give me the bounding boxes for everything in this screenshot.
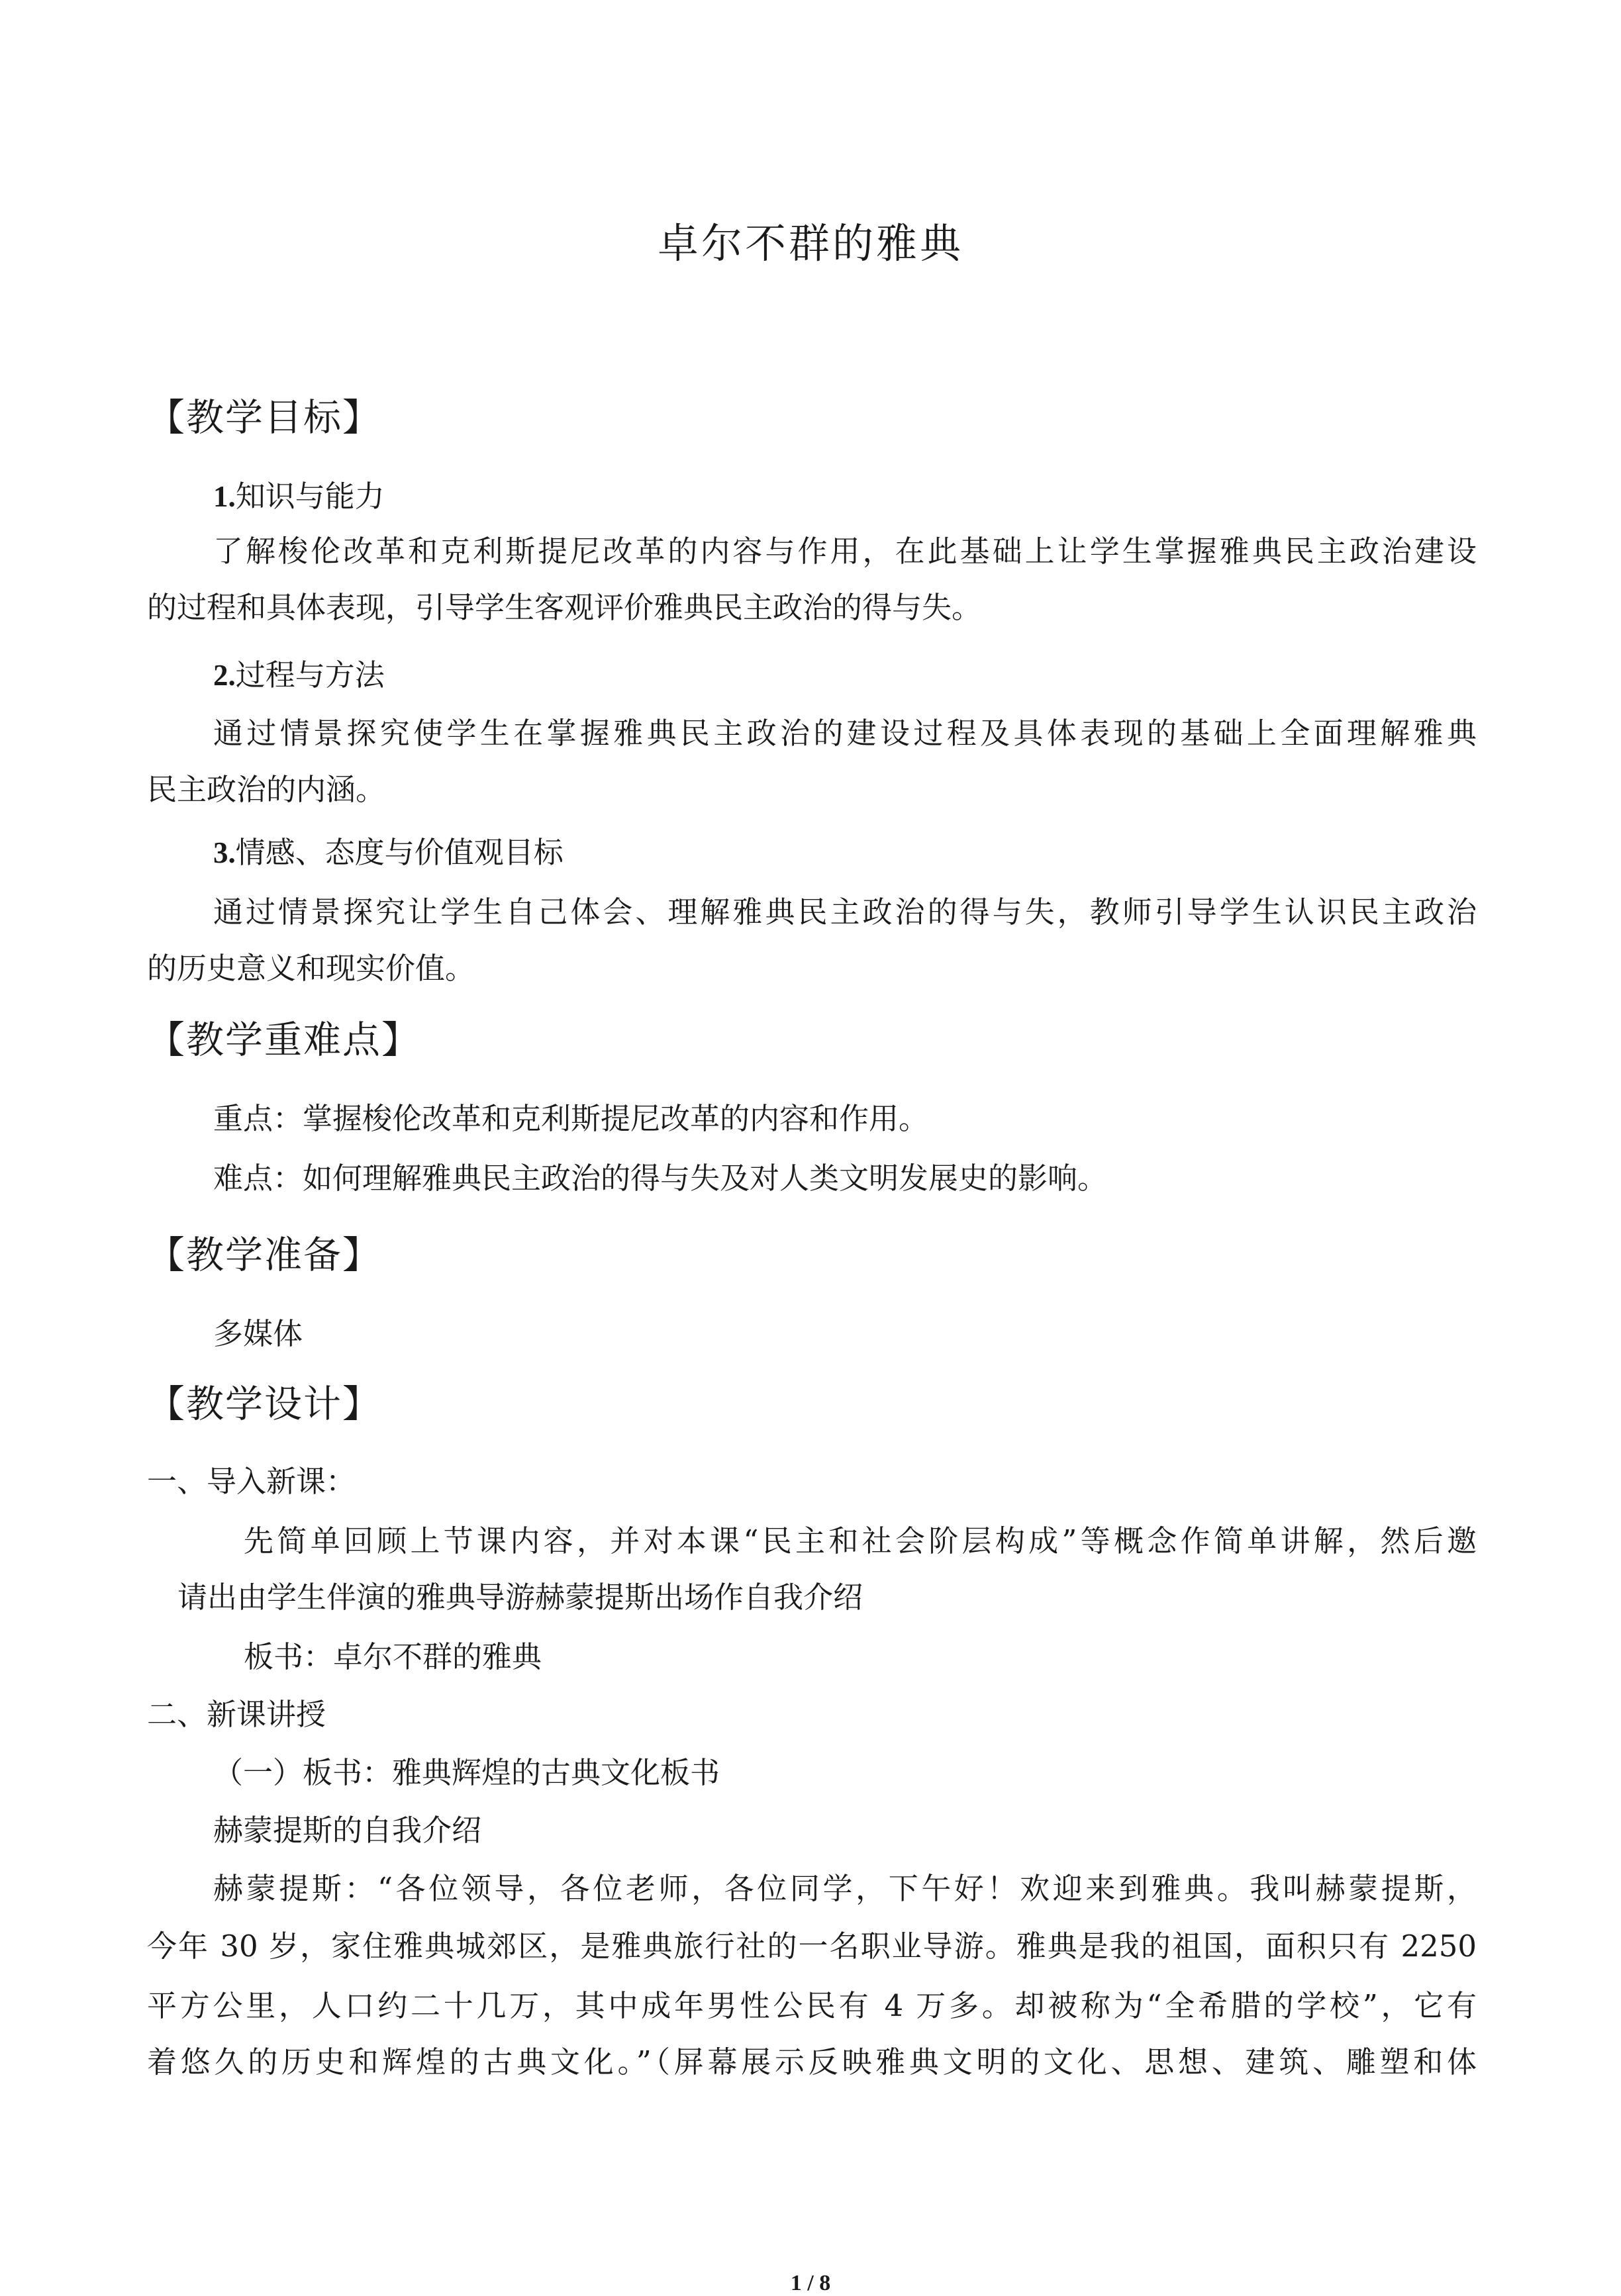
objective-1-number: 1. <box>213 480 236 513</box>
objective-2-title <box>213 655 385 695</box>
heading-preparation: 【教学准备】 <box>147 1233 381 1277</box>
objective-1-title <box>213 477 385 516</box>
preparation-text: 多媒体 <box>213 1316 303 1351</box>
heading-keypoints: 【教学重难点】 <box>147 1018 420 1062</box>
speech-line-3: 平方公里，人口约二十几万，其中成年男性公民有 4 万多。却被称为“全希腊的学校”，它有 <box>147 1988 1477 2023</box>
objective-2-number: 2. <box>213 659 236 692</box>
difficult-point: 难点：如何理解雅典民主政治的得与失及对人类文明发展史的影响。 <box>213 1161 1108 1196</box>
document-title: 卓尔不群的雅典 <box>657 219 963 267</box>
part1-text-line-1: 先简单回顾上节课内容，并对本课“民主和社会阶层构成”等概念作简单讲解，然后邀 <box>244 1523 1477 1558</box>
key-point: 重点：掌握梭伦改革和克利斯提尼改革的内容和作用。 <box>213 1101 929 1136</box>
objective-3-text-line-1: 通过情景探究让学生自己体会、理解雅典民主政治的得与失，教师引导学生认识民主政治 <box>213 894 1477 930</box>
objective-3-text-line-2: 的历史意义和现实价值。 <box>147 951 475 986</box>
objective-2-label: 过程与方法 <box>235 657 385 693</box>
objective-1-label: 知识与能力 <box>235 479 385 514</box>
objective-3-label: 情感、态度与价值观目标 <box>235 835 564 870</box>
objective-2-text-line-2: 民主政治的内涵。 <box>147 772 386 807</box>
part2-title: 二、新课讲授 <box>147 1697 326 1732</box>
part1-text-line-2: 请出由学生伴演的雅典导游赫蒙提斯出场作自我介绍 <box>177 1580 863 1615</box>
page-number: 1 / 8 <box>790 2271 831 2295</box>
self-intro-title: 赫蒙提斯的自我介绍 <box>213 1813 482 1848</box>
objective-2-text-line-1: 通过情景探究使学生在掌握雅典民主政治的建设过程及具体表现的基础上全面理解雅典 <box>213 716 1477 751</box>
objective-3-number: 3. <box>213 836 236 869</box>
board-title-1: 板书：卓尔不群的雅典 <box>244 1639 542 1674</box>
objective-1-text-line-2: 的过程和具体表现，引导学生客观评价雅典民主政治的得与失。 <box>147 590 982 625</box>
heading-design: 【教学设计】 <box>147 1382 381 1426</box>
heading-objectives: 【教学目标】 <box>147 396 381 440</box>
objective-3-title <box>213 833 564 873</box>
part1-title: 一、导入新课： <box>147 1464 356 1499</box>
speech-line-4: 着悠久的历史和辉煌的古典文化。”（屏幕展示反映雅典文明的文化、思想、建筑、雕塑和体 <box>147 2044 1477 2080</box>
objective-1-text-line-1: 了解梭伦改革和克利斯提尼改革的内容与作用，在此基础上让学生掌握雅典民主政治建设 <box>213 534 1477 569</box>
speech-line-2: 今年 30 岁，家住雅典城郊区，是雅典旅行社的一名职业导游。雅典是我的祖国，面积只有 2250 <box>147 1929 1477 1964</box>
speech-line-1: 赫蒙提斯：“各位领导，各位老师，各位同学，下午好！欢迎来到雅典。我叫赫蒙提斯， <box>213 1871 1477 1906</box>
subsection-1-title: （一）板书：雅典辉煌的古典文化板书 <box>213 1755 720 1790</box>
